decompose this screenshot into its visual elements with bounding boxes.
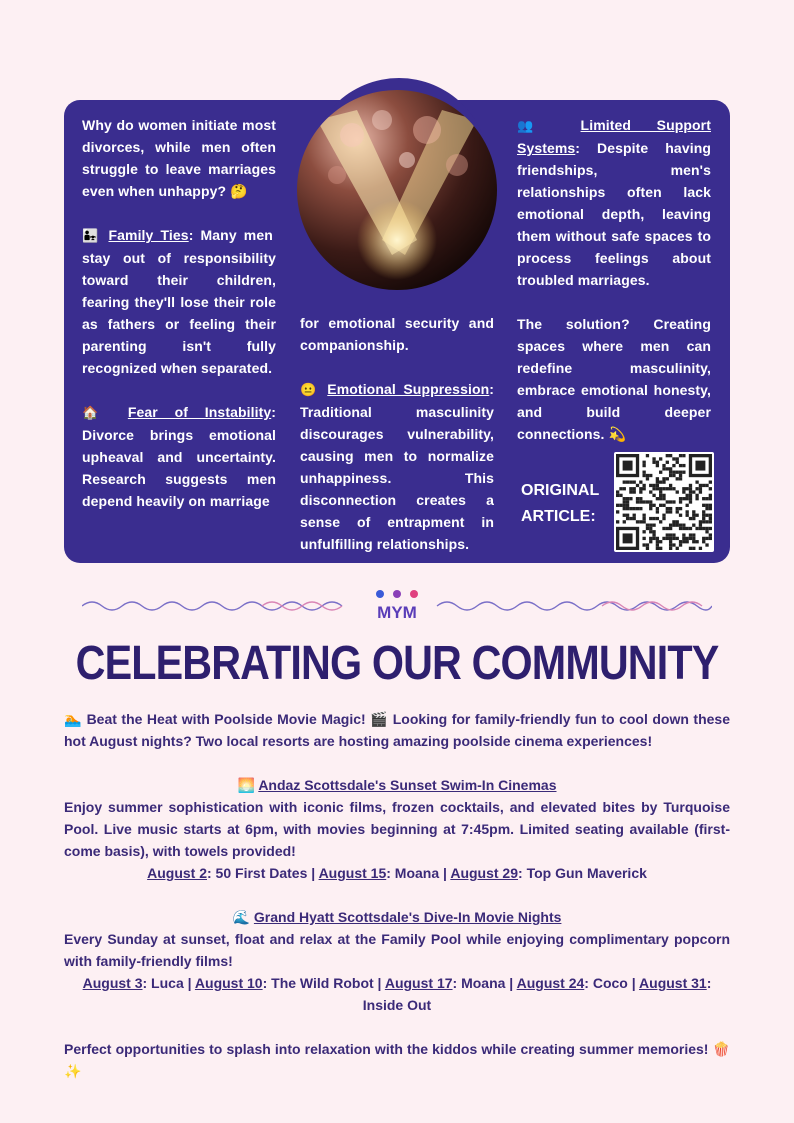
suppression-heading: Emotional Suppression — [327, 381, 490, 397]
qr-code[interactable] — [614, 452, 714, 552]
intro-paragraph: 🏊 Beat the Heat with Poolside Movie Magic! 🎬 Looking for family-friendly fun to cool down these hot August nights? Two local resorts are hosting amazing poolside cinema experiences! — [64, 711, 730, 749]
bokeh-photo — [297, 90, 497, 290]
intro-question: Why do women initiate most divorces, while men often struggle to leave marriages even when unhappy? 🤔 — [82, 117, 276, 199]
fear-heading: Fear of Instability — [127, 404, 272, 420]
date-link[interactable]: August 15 — [318, 865, 387, 881]
solution-paragraph: The solution? Creating spaces where men can redefine masculinity, embrace emotional honesty, and build deeper connections. 💫 — [517, 316, 711, 442]
article-column-1 — [82, 114, 276, 512]
hyatt-schedule: August 3: Luca | August 10: The Wild Robot | August 17: Moana | August 24: Coco | August 31: Inside Out — [82, 975, 712, 1013]
article-column-2 — [300, 312, 494, 555]
hyatt-heading: 🌊 Grand Hyatt Scottsdale's Dive-In Movie Nights — [232, 909, 562, 925]
hyatt-description: Every Sunday at sunset, float and relax at the Family Pool while enjoying complimentary popcorn with family-friendly films! — [64, 931, 730, 969]
sunrise-icon: 🌅 — [237, 777, 255, 793]
page-title: CELEBRATING OUR COMMUNITY — [75, 637, 719, 690]
date-link[interactable]: August 24 — [516, 975, 585, 991]
mym-logo — [376, 590, 418, 622]
fear-paragraph: 🏠 Fear of Instability: Divorce brings emotional upheaval and uncertainty. Research suggests men depend heavily on marriage — [82, 404, 276, 509]
date-link[interactable]: August 31 — [639, 975, 707, 991]
continued-text: for emotional security and companionship. — [300, 315, 494, 353]
family-ties-heading: Family Ties — [108, 227, 189, 243]
original-article-label: ORIGINAL ARTICLE: — [521, 482, 599, 525]
andaz-schedule: August 2: 50 First Dates | August 15: Moana | August 29: Top Gun Maverick — [147, 865, 647, 881]
decorative-divider — [82, 586, 712, 626]
support-paragraph: 👥 Limited Support Systems: Despite having friendships, men's relationships often lack emotional depth, leaving them without safe spaces to process feelings about troubled marriages. — [517, 117, 711, 288]
suppression-paragraph: 😐 Emotional Suppression: Traditional masculinity discourages vulnerability, causing men to normalize unhappiness. This disconnection creates a sense of entrapment in unfulfilling relationships. — [300, 381, 495, 552]
house-icon: 🏠 — [82, 405, 112, 420]
date-link[interactable]: August 29 — [450, 865, 519, 881]
family-icon: 👨‍👧 — [82, 228, 102, 243]
people-icon: 👥 — [517, 118, 555, 133]
date-link[interactable]: August 3 — [82, 975, 143, 991]
svg-text:MYM: MYM — [377, 603, 417, 622]
wave-icon: 🌊 — [232, 909, 251, 925]
support-heading: Limited Support Systems — [517, 117, 711, 156]
andaz-description: Enjoy summer sophistication with iconic films, frozen cocktails, and elevated bites by Turquoise Pool. Live music starts at 6pm, with movies beginning at 7:45pm. Limited seating available (first-come basis), with towels provided! — [64, 799, 730, 859]
article-column-3 — [517, 114, 711, 445]
closing-paragraph: Perfect opportunities to splash into relaxation with the kiddos while creating summer memories! 🍿✨ — [64, 1041, 730, 1079]
date-link[interactable]: August 2 — [147, 865, 207, 881]
community-body — [64, 708, 730, 1082]
date-link[interactable]: August 10 — [194, 975, 263, 991]
family-ties-paragraph: 👨‍👧 Family Ties: Many men stay out of responsibility toward their children, fearing they'll lose their role as fathers or feeling their parenting isn't fully recognized when separated. — [82, 227, 276, 376]
date-link[interactable]: August 17 — [384, 975, 453, 991]
neutral-face-icon: 😐 — [300, 382, 320, 397]
andaz-heading: 🌅 Andaz Scottsdale's Sunset Swim-In Cinemas — [237, 777, 557, 793]
